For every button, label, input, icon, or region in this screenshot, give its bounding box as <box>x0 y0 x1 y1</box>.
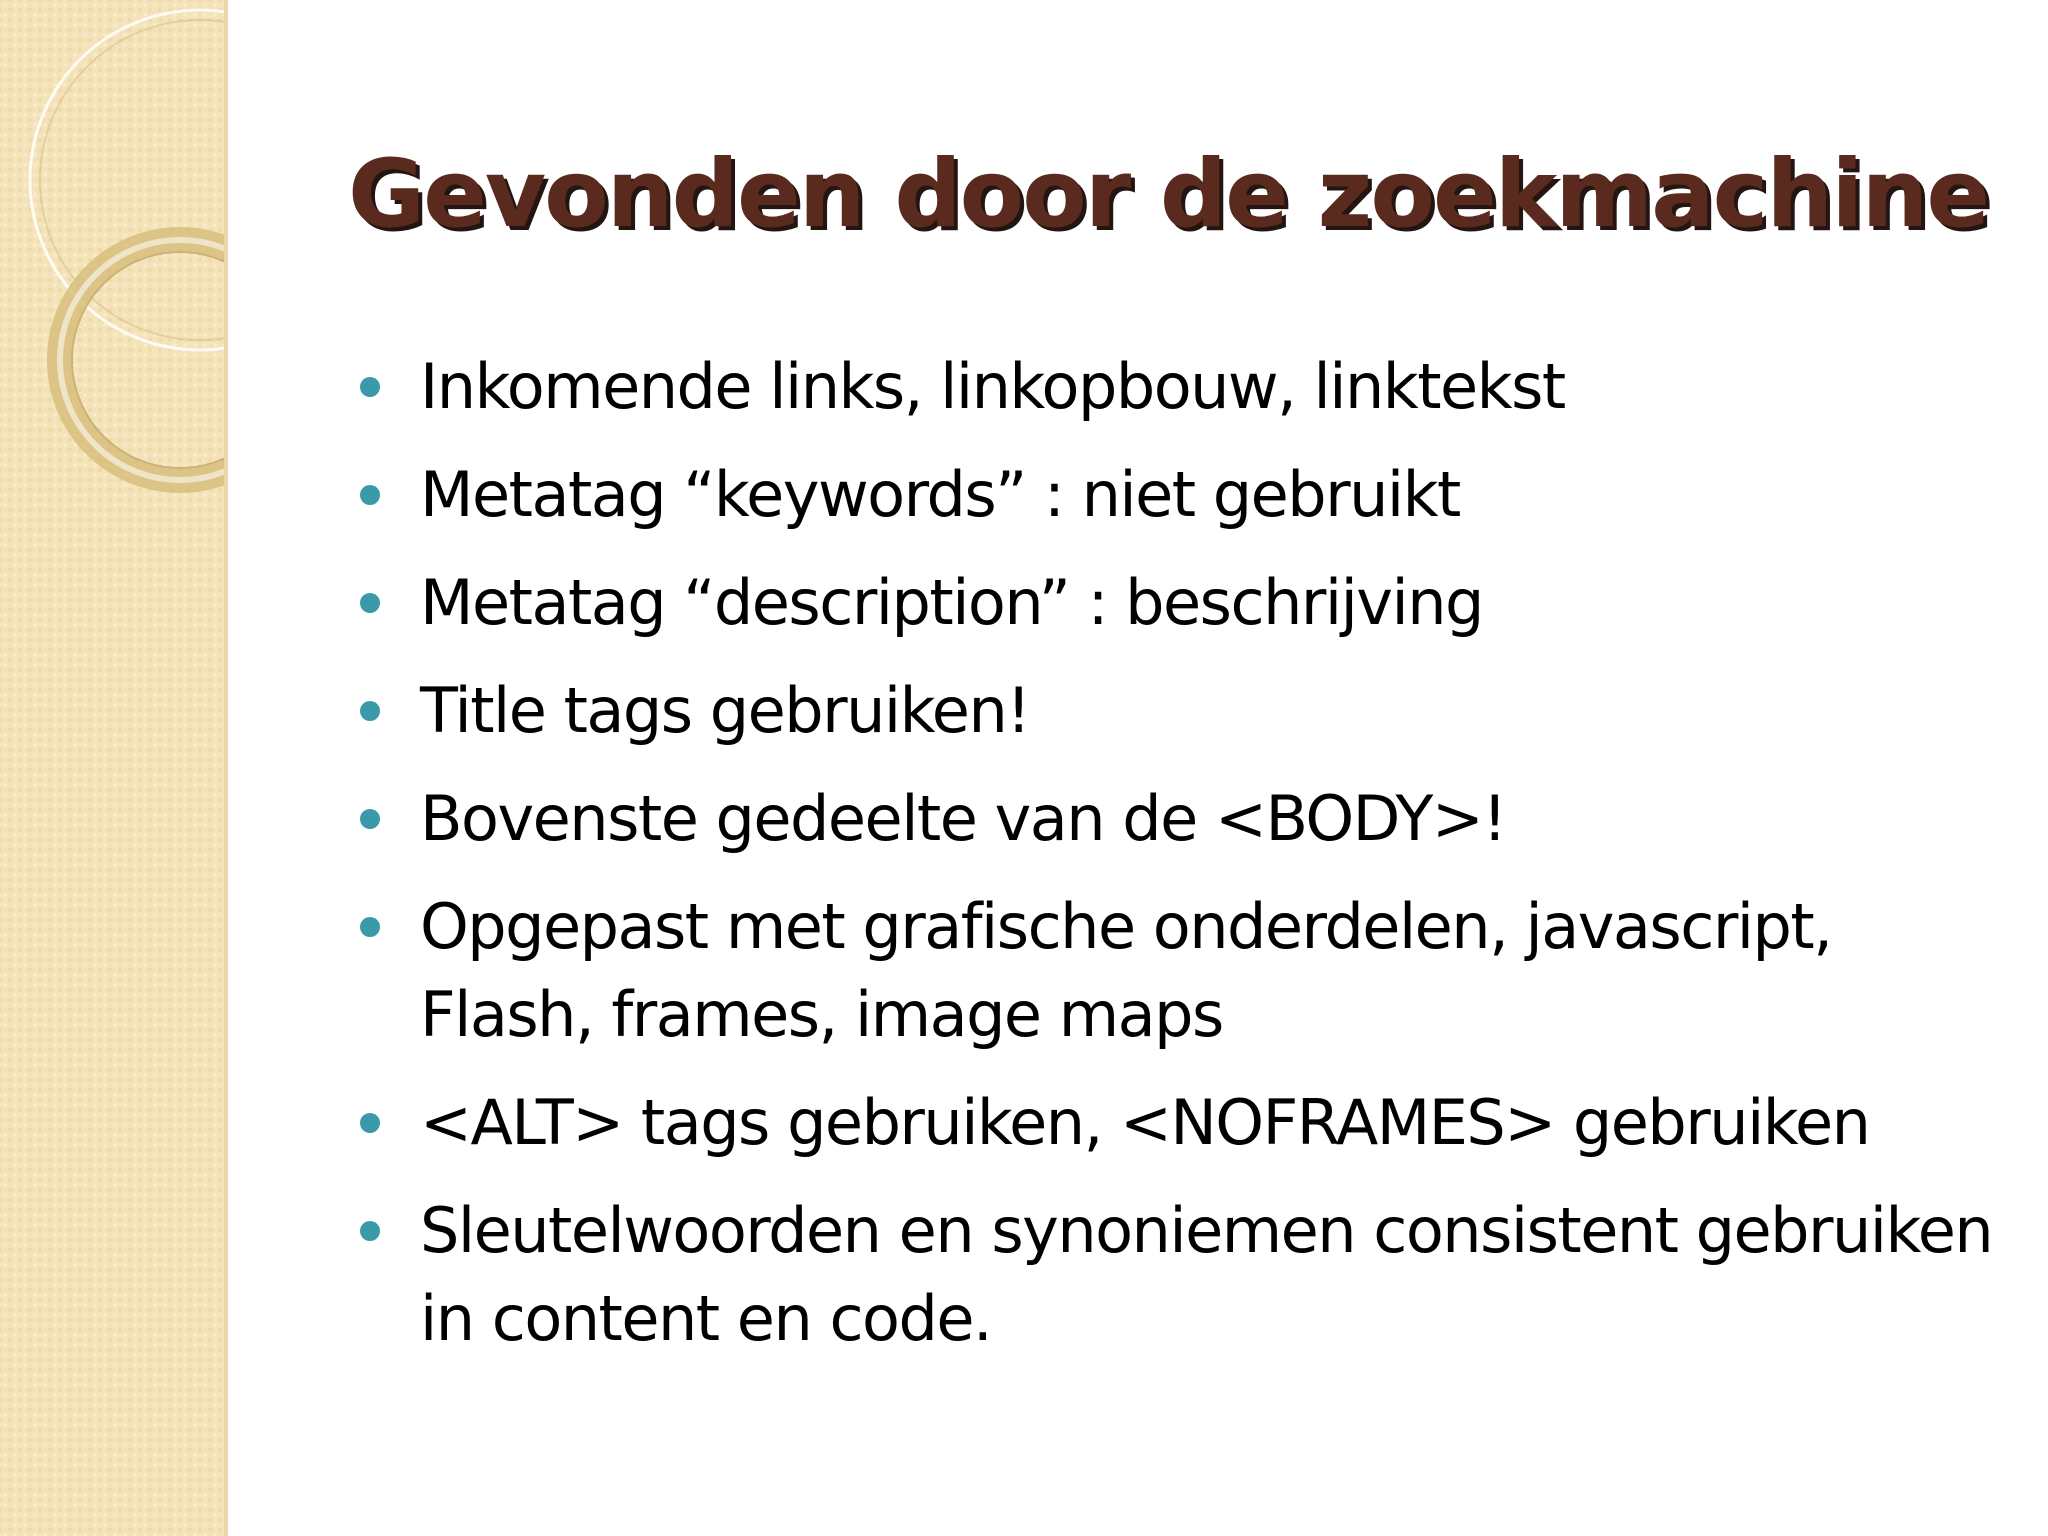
bullet-dot-icon <box>360 485 380 505</box>
bullet-text: Inkomende links, linkopbouw, linktekst <box>420 350 1565 423</box>
list-item <box>360 1187 2000 1363</box>
slide-title: Gevonden door de zoekmachine <box>348 140 1989 249</box>
decorative-rings <box>0 0 228 520</box>
list-item <box>360 883 2000 1059</box>
bullet-dot-icon <box>360 1221 380 1241</box>
bullet-text: <ALT> tags gebruiken, <NOFRAMES> gebruiken <box>420 1086 1870 1159</box>
bullet-dot-icon <box>360 377 380 397</box>
bullet-text: Opgepast met grafische onderdelen, javascript, Flash, frames, image maps <box>420 890 1832 1051</box>
bullet-text: Sleutelwoorden en synoniemen consistent gebruiken in content en code. <box>420 1194 1993 1355</box>
bullet-text: Title tags gebruiken! <box>420 674 1030 747</box>
list-item <box>360 775 2000 863</box>
bullet-dot-icon <box>360 917 380 937</box>
list-item <box>360 343 2000 431</box>
bullet-text: Metatag “description” : beschrijving <box>420 566 1483 639</box>
bullet-dot-icon <box>360 593 380 613</box>
bullet-text: Metatag “keywords” : niet gebruikt <box>420 458 1460 531</box>
decorative-side-panel <box>0 0 228 1536</box>
list-item <box>360 667 2000 755</box>
bullet-list <box>360 343 2000 1383</box>
list-item <box>360 559 2000 647</box>
panel-edge <box>224 0 228 1536</box>
list-item <box>360 1079 2000 1167</box>
bullet-text: Bovenste gedeelte van de <BODY>! <box>420 782 1506 855</box>
bullet-dot-icon <box>360 701 380 721</box>
list-item <box>360 451 2000 539</box>
bullet-dot-icon <box>360 1113 380 1133</box>
bullet-dot-icon <box>360 809 380 829</box>
